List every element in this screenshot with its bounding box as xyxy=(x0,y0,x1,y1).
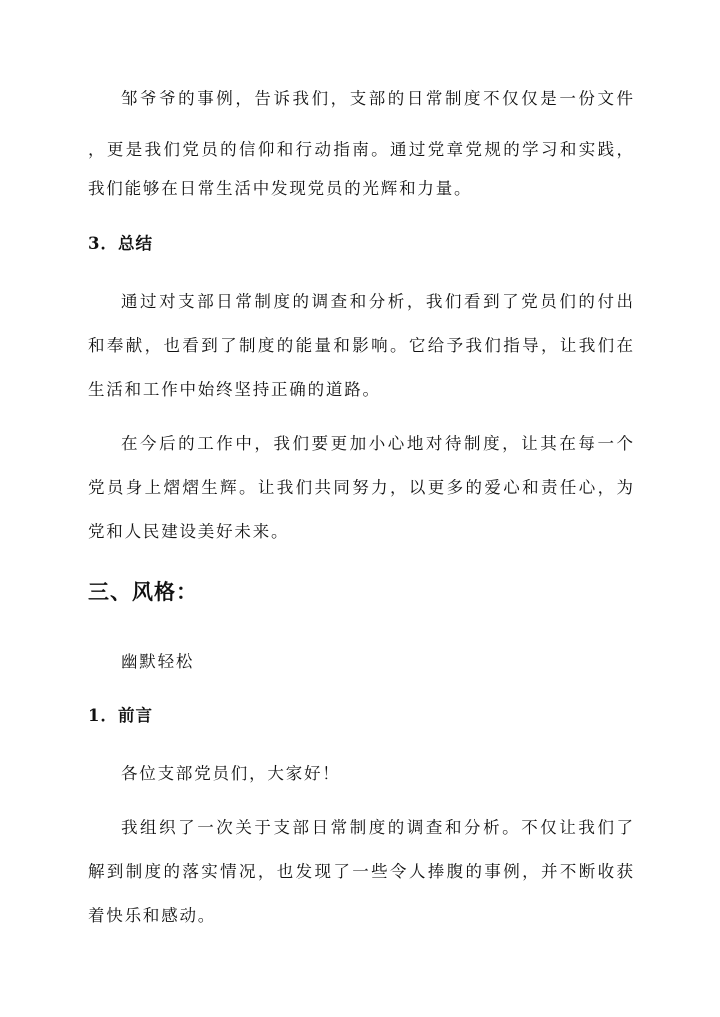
paragraph-2-line-3: 生活和工作中始终坚持正确的道路。 xyxy=(88,380,381,399)
paragraph-3-line-2: 党员身上熠熠生辉。让我们共同努力，以更多的爱心和责任心，为 xyxy=(88,478,633,497)
section-3-heading: 3．总结 xyxy=(88,234,153,253)
section-1-heading: 1．前言 xyxy=(88,706,153,725)
paragraph-3-line-1: 在今后的工作中，我们要更加小心地对待制度，让其在每一个 xyxy=(121,434,633,453)
paragraph-4-line-1: 我组织了一次关于支部日常制度的调查和分析。不仅让我们了 xyxy=(121,818,633,837)
paragraph-2-line-2: 和奉献，也看到了制度的能量和影响。它给予我们指导，让我们在 xyxy=(88,336,633,355)
greeting: 各位支部党员们，大家好！ xyxy=(121,764,341,783)
paragraph-1-line-2: ，更是我们党员的信仰和行动指南。通过党章党规的学习和实践， xyxy=(88,140,633,159)
paragraph-4-line-2: 解到制度的落实情况，也发现了一些令人捧腹的事例，并不断收获 xyxy=(88,862,633,881)
paragraph-3-line-3: 党和人民建设美好未来。 xyxy=(88,522,290,541)
paragraph-1-line-1: 邹爷爷的事例，告诉我们，支部的日常制度不仅仅是一份文件 xyxy=(121,89,633,108)
part-3-heading: 三、风格： xyxy=(88,579,198,604)
paragraph-4-line-3: 着快乐和感动。 xyxy=(88,906,217,925)
style-value: 幽默轻松 xyxy=(121,652,195,671)
paragraph-2-line-1: 通过对支部日常制度的调查和分析，我们看到了党员们的付出 xyxy=(121,292,633,311)
paragraph-1-line-3: 我们能够在日常生活中发现党员的光辉和力量。 xyxy=(88,179,473,198)
